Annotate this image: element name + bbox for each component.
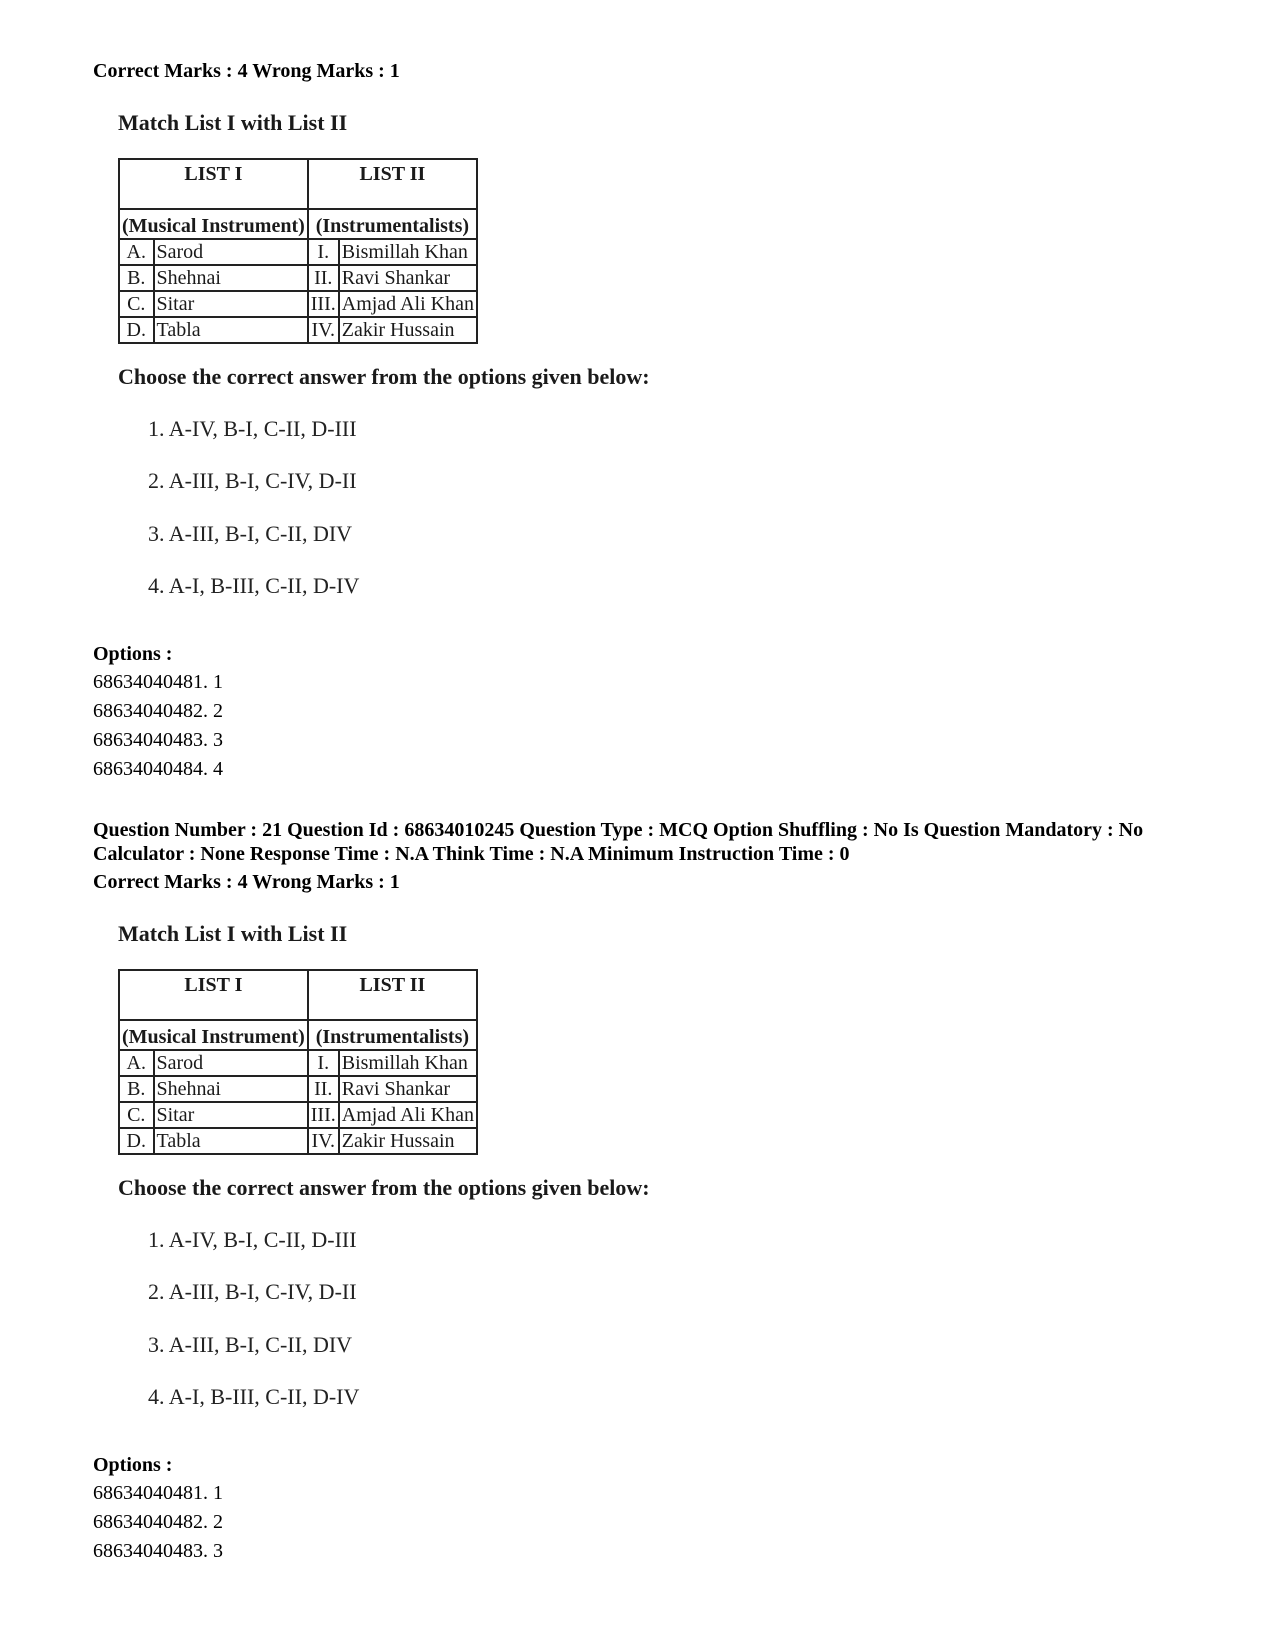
row-letter: D. bbox=[119, 1128, 154, 1154]
instrument-cell: Tabla bbox=[154, 317, 308, 343]
option-id-3: 68634040483. 3 bbox=[93, 1540, 223, 1562]
instrument-cell: Sitar bbox=[154, 291, 308, 317]
choose-instruction: Choose the correct answer from the options given below: bbox=[118, 1175, 650, 1200]
list-1-subheader: (Musical Instrument) bbox=[119, 209, 308, 239]
instrument-cell: Tabla bbox=[154, 1128, 308, 1154]
answer-choice-4: 4. A-I, B-III, C-II, D-IV bbox=[148, 573, 360, 598]
instrumentalist-cell: Amjad Ali Khan bbox=[339, 291, 477, 317]
answer-choice-2: 2. A-III, B-I, C-IV, D-II bbox=[148, 468, 357, 493]
row-letter: A. bbox=[119, 1050, 154, 1076]
question-meta: Question Number : 21 Question Id : 68634010245 Question Type : MCQ Option Shuffling : No Is Question Mandatory : No Calculator : None Response Time : N.A Think Time : N.A Minimum Instruction Time : 0 bbox=[93, 819, 1144, 865]
table-row bbox=[119, 1050, 477, 1076]
row-numeral: II. bbox=[308, 1076, 339, 1102]
option-id-2: 68634040482. 2 bbox=[93, 700, 223, 722]
correct-marks-line: Correct Marks : 4 Wrong Marks : 1 bbox=[93, 60, 400, 82]
row-numeral: IV. bbox=[308, 1128, 339, 1154]
table-row bbox=[119, 1076, 477, 1102]
answer-choice-1: 1. A-IV, B-I, C-II, D-III bbox=[148, 416, 357, 441]
answer-choice-3: 3. A-III, B-I, C-II, DIV bbox=[148, 521, 353, 546]
row-letter: D. bbox=[119, 317, 154, 343]
list-2-subheader: (Instrumentalists) bbox=[308, 209, 477, 239]
option-id-4: 68634040484. 4 bbox=[93, 758, 223, 780]
table-row bbox=[119, 265, 477, 291]
option-id-3: 68634040483. 3 bbox=[93, 729, 223, 751]
answer-choice-2: 2. A-III, B-I, C-IV, D-II bbox=[148, 1279, 357, 1304]
question-title: Match List I with List II bbox=[118, 921, 348, 946]
answer-choice-1: 1. A-IV, B-I, C-II, D-III bbox=[148, 1227, 357, 1252]
instrumentalist-cell: Zakir Hussain bbox=[339, 1128, 477, 1154]
instrument-cell: Sarod bbox=[154, 1050, 308, 1076]
table-row bbox=[119, 1102, 477, 1128]
options-heading: Options : bbox=[93, 1454, 173, 1476]
list-1-subheader: (Musical Instrument) bbox=[119, 1020, 308, 1050]
answer-choice-3: 3. A-III, B-I, C-II, DIV bbox=[148, 1332, 353, 1357]
option-id-2: 68634040482. 2 bbox=[93, 1511, 223, 1533]
instrumentalist-cell: Zakir Hussain bbox=[339, 317, 477, 343]
list-2-header: LIST II bbox=[308, 159, 477, 209]
list-2-subheader: (Instrumentalists) bbox=[308, 1020, 477, 1050]
instrumentalist-cell: Ravi Shankar bbox=[339, 265, 477, 291]
instrument-cell: Sarod bbox=[154, 239, 308, 265]
table-row bbox=[119, 239, 477, 265]
row-letter: B. bbox=[119, 1076, 154, 1102]
instrumentalist-cell: Bismillah Khan bbox=[339, 239, 477, 265]
row-letter: A. bbox=[119, 239, 154, 265]
table-row bbox=[119, 317, 477, 343]
match-table bbox=[118, 969, 478, 1155]
row-letter: C. bbox=[119, 291, 154, 317]
list-1-header: LIST I bbox=[119, 159, 308, 209]
instrumentalist-cell: Ravi Shankar bbox=[339, 1076, 477, 1102]
row-numeral: III. bbox=[308, 291, 339, 317]
option-id-1: 68634040481. 1 bbox=[93, 1482, 223, 1504]
table-row bbox=[119, 291, 477, 317]
row-letter: C. bbox=[119, 1102, 154, 1128]
instrumentalist-cell: Bismillah Khan bbox=[339, 1050, 477, 1076]
options-heading: Options : bbox=[93, 643, 173, 665]
row-numeral: IV. bbox=[308, 317, 339, 343]
match-table bbox=[118, 158, 478, 344]
instrumentalist-cell: Amjad Ali Khan bbox=[339, 1102, 477, 1128]
instrument-cell: Shehnai bbox=[154, 265, 308, 291]
list-1-header: LIST I bbox=[119, 970, 308, 1020]
instrument-cell: Shehnai bbox=[154, 1076, 308, 1102]
option-id-1: 68634040481. 1 bbox=[93, 671, 223, 693]
instrument-cell: Sitar bbox=[154, 1102, 308, 1128]
row-numeral: I. bbox=[308, 1050, 339, 1076]
row-numeral: III. bbox=[308, 1102, 339, 1128]
choose-instruction: Choose the correct answer from the options given below: bbox=[118, 364, 650, 389]
row-numeral: II. bbox=[308, 265, 339, 291]
question-title: Match List I with List II bbox=[118, 110, 348, 135]
row-letter: B. bbox=[119, 265, 154, 291]
correct-marks-line: Correct Marks : 4 Wrong Marks : 1 bbox=[93, 871, 400, 893]
table-row bbox=[119, 1128, 477, 1154]
list-2-header: LIST II bbox=[308, 970, 477, 1020]
row-numeral: I. bbox=[308, 239, 339, 265]
answer-choice-4: 4. A-I, B-III, C-II, D-IV bbox=[148, 1384, 360, 1409]
